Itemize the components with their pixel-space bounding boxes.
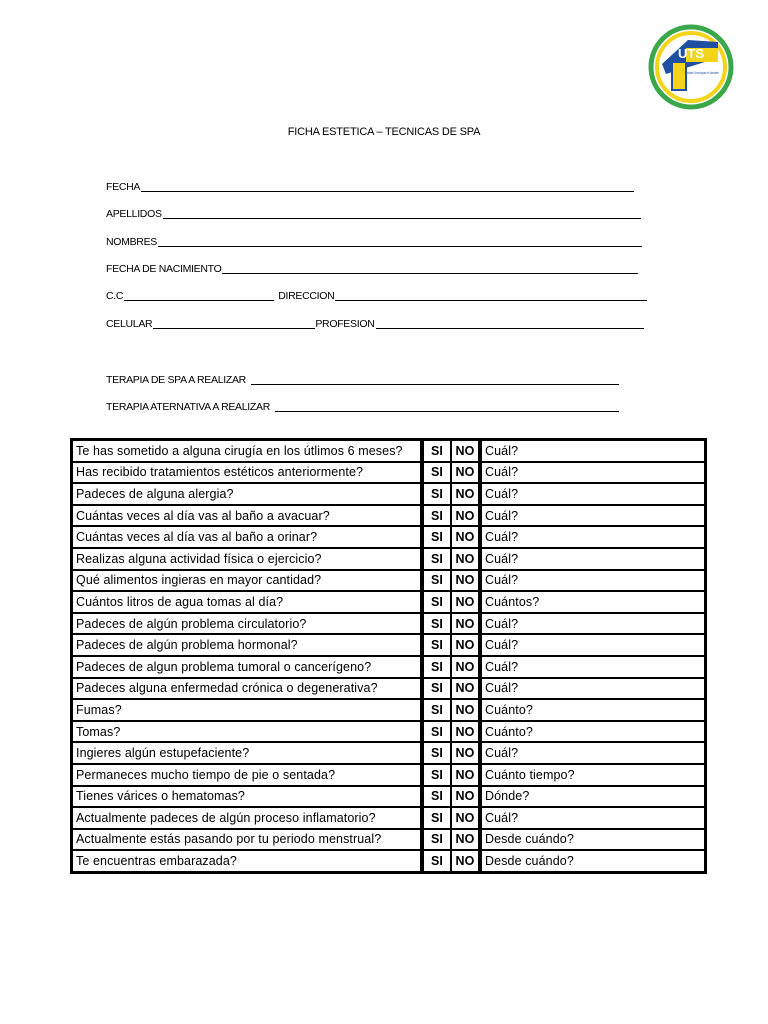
- si-option[interactable]: SI: [422, 786, 451, 808]
- input-line-celular[interactable]: [153, 319, 315, 329]
- question-text: Padeces alguna enfermedad crónica o degenerativa?: [72, 678, 423, 700]
- follow-up-field[interactable]: Cuál?: [480, 440, 706, 462]
- question-row: [72, 613, 706, 635]
- no-option[interactable]: NO: [451, 440, 480, 462]
- si-option[interactable]: SI: [422, 742, 451, 764]
- no-option[interactable]: NO: [451, 807, 480, 829]
- no-option[interactable]: NO: [451, 742, 480, 764]
- question-text: Padeces de algún problema circulatorio?: [72, 613, 423, 635]
- follow-up-field[interactable]: Cuánto?: [480, 699, 706, 721]
- si-option[interactable]: SI: [422, 548, 451, 570]
- question-text: Padeces de alguna alergia?: [72, 483, 423, 505]
- question-text: Cuántas veces al día vas al baño a orinar?: [72, 526, 423, 548]
- question-row: [72, 678, 706, 700]
- question-text: Realizas alguna actividad física o ejercicio?: [72, 548, 423, 570]
- follow-up-field[interactable]: Cuánto tiempo?: [480, 764, 706, 786]
- question-row: [72, 786, 706, 808]
- follow-up-field[interactable]: Cuál?: [480, 505, 706, 527]
- follow-up-field[interactable]: Desde cuándo?: [480, 829, 706, 851]
- follow-up-field[interactable]: Cuánto?: [480, 721, 706, 743]
- follow-up-field[interactable]: Cuál?: [480, 656, 706, 678]
- label-cc: C.C: [106, 290, 124, 302]
- si-option[interactable]: SI: [422, 440, 451, 462]
- question-row: [72, 764, 706, 786]
- question-text: Actualmente estás pasando por tu periodo menstrual?: [72, 829, 423, 851]
- question-text: Fumas?: [72, 699, 423, 721]
- no-option[interactable]: NO: [451, 483, 480, 505]
- follow-up-field[interactable]: Cuál?: [480, 613, 706, 635]
- no-option[interactable]: NO: [451, 786, 480, 808]
- question-text: Padeces de algun problema tumoral o cancerígeno?: [72, 656, 423, 678]
- no-option[interactable]: NO: [451, 656, 480, 678]
- question-row: [72, 526, 706, 548]
- question-row: [72, 829, 706, 851]
- si-option[interactable]: SI: [422, 721, 451, 743]
- question-row: [72, 656, 706, 678]
- input-line-fecha-nacimiento[interactable]: [222, 264, 638, 274]
- question-row: [72, 634, 706, 656]
- input-line-profesion[interactable]: [376, 319, 644, 329]
- input-line-direccion[interactable]: [335, 291, 647, 301]
- question-text: Padeces de algún problema hormonal?: [72, 634, 423, 656]
- logo-text: UTS: [678, 46, 704, 61]
- field-nombres: [106, 236, 642, 248]
- question-text: Cuántas veces al día vas al baño a avacuar?: [72, 505, 423, 527]
- follow-up-field[interactable]: Cuál?: [480, 526, 706, 548]
- question-text: Has recibido tratamientos estéticos anteriormente?: [72, 462, 423, 484]
- no-option[interactable]: NO: [451, 678, 480, 700]
- si-option[interactable]: SI: [422, 764, 451, 786]
- field-terapia-spa: [106, 374, 619, 386]
- si-option[interactable]: SI: [422, 678, 451, 700]
- si-option[interactable]: SI: [422, 656, 451, 678]
- question-row: [72, 850, 706, 872]
- question-row: [72, 548, 706, 570]
- si-option[interactable]: SI: [422, 807, 451, 829]
- si-option[interactable]: SI: [422, 570, 451, 592]
- input-line-terapia-spa[interactable]: [251, 375, 619, 385]
- question-row: [72, 462, 706, 484]
- follow-up-field[interactable]: Cuál?: [480, 742, 706, 764]
- label-celular: CELULAR: [106, 318, 153, 330]
- questionnaire-table: [70, 438, 707, 874]
- label-terapia-alternativa: TERAPIA ATERNATIVA A REALIZAR: [106, 401, 271, 413]
- si-option[interactable]: SI: [422, 613, 451, 635]
- no-option[interactable]: NO: [451, 613, 480, 635]
- question-text: Te has sometido a alguna cirugía en los útlimos 6 meses?: [72, 440, 423, 462]
- field-fecha-nacimiento: [106, 263, 638, 275]
- question-row: [72, 807, 706, 829]
- follow-up-field[interactable]: Cuál?: [480, 807, 706, 829]
- no-option[interactable]: NO: [451, 850, 480, 872]
- question-text: Tomas?: [72, 721, 423, 743]
- si-option[interactable]: SI: [422, 462, 451, 484]
- no-option[interactable]: NO: [451, 526, 480, 548]
- input-line-terapia-alternativa[interactable]: [275, 402, 619, 412]
- no-option[interactable]: NO: [451, 570, 480, 592]
- no-option[interactable]: NO: [451, 829, 480, 851]
- si-option[interactable]: SI: [422, 526, 451, 548]
- no-option[interactable]: NO: [451, 548, 480, 570]
- input-line-fecha[interactable]: [141, 182, 634, 192]
- label-fecha-nacimiento: FECHA DE NACIMIENTO: [106, 263, 222, 275]
- question-row: [72, 721, 706, 743]
- page-title: FICHA ESTETICA – TECNICAS DE SPA: [287, 126, 481, 138]
- question-row: [72, 440, 706, 462]
- institution-logo: [648, 24, 734, 110]
- question-row: [72, 483, 706, 505]
- si-option[interactable]: SI: [422, 505, 451, 527]
- si-option[interactable]: SI: [422, 483, 451, 505]
- si-option[interactable]: SI: [422, 850, 451, 872]
- follow-up-field[interactable]: Cuál?: [480, 678, 706, 700]
- question-text: Tienes várices o hematomas?: [72, 786, 423, 808]
- follow-up-field[interactable]: Cuál?: [480, 462, 706, 484]
- field-cc-direccion: [106, 290, 647, 302]
- no-option[interactable]: NO: [451, 462, 480, 484]
- question-text: Te encuentras embarazada?: [72, 850, 423, 872]
- no-option[interactable]: NO: [451, 764, 480, 786]
- follow-up-field[interactable]: Cuál?: [480, 548, 706, 570]
- question-row: [72, 699, 706, 721]
- follow-up-field[interactable]: Cuál?: [480, 483, 706, 505]
- si-option[interactable]: SI: [422, 634, 451, 656]
- question-text: Cuántos litros de agua tomas al día?: [72, 591, 423, 613]
- field-terapia-alternativa: [106, 401, 619, 413]
- label-apellidos: APELLIDOS: [106, 208, 162, 220]
- input-line-cc[interactable]: [124, 291, 274, 301]
- question-text: Permaneces mucho tiempo de pie o sentada?: [72, 764, 423, 786]
- label-fecha: FECHA: [106, 181, 141, 193]
- question-text: Ingieres algún estupefaciente?: [72, 742, 423, 764]
- follow-up-field[interactable]: Cuál?: [480, 570, 706, 592]
- logo-subtitle: Unidades Tecnológicas de Santander: [685, 71, 720, 75]
- no-option[interactable]: NO: [451, 699, 480, 721]
- follow-up-field[interactable]: Cuántos?: [480, 591, 706, 613]
- question-row: [72, 591, 706, 613]
- label-profesion: PROFESION: [315, 318, 375, 330]
- label-nombres: NOMBRES: [106, 236, 157, 248]
- follow-up-field[interactable]: Desde cuándo?: [480, 850, 706, 872]
- no-option[interactable]: NO: [451, 721, 480, 743]
- si-option[interactable]: SI: [422, 699, 451, 721]
- field-celular-profesion: [106, 318, 644, 330]
- label-terapia-spa: TERAPIA DE SPA A REALIZAR: [106, 374, 246, 386]
- input-line-apellidos[interactable]: [163, 209, 641, 219]
- label-direccion: DIRECCION: [278, 290, 335, 302]
- field-apellidos: [106, 208, 641, 220]
- field-fecha: [106, 181, 634, 193]
- si-option[interactable]: SI: [422, 829, 451, 851]
- question-text: Actualmente padeces de algún proceso inflamatorio?: [72, 807, 423, 829]
- follow-up-field[interactable]: Cuál?: [480, 634, 706, 656]
- si-option[interactable]: SI: [422, 591, 451, 613]
- question-text: Qué alimentos ingieras en mayor cantidad?: [72, 570, 423, 592]
- input-line-nombres[interactable]: [158, 237, 642, 247]
- question-row: [72, 505, 706, 527]
- no-option[interactable]: NO: [451, 505, 480, 527]
- follow-up-field[interactable]: Dónde?: [480, 786, 706, 808]
- question-row: [72, 742, 706, 764]
- no-option[interactable]: NO: [451, 591, 480, 613]
- no-option[interactable]: NO: [451, 634, 480, 656]
- question-row: [72, 570, 706, 592]
